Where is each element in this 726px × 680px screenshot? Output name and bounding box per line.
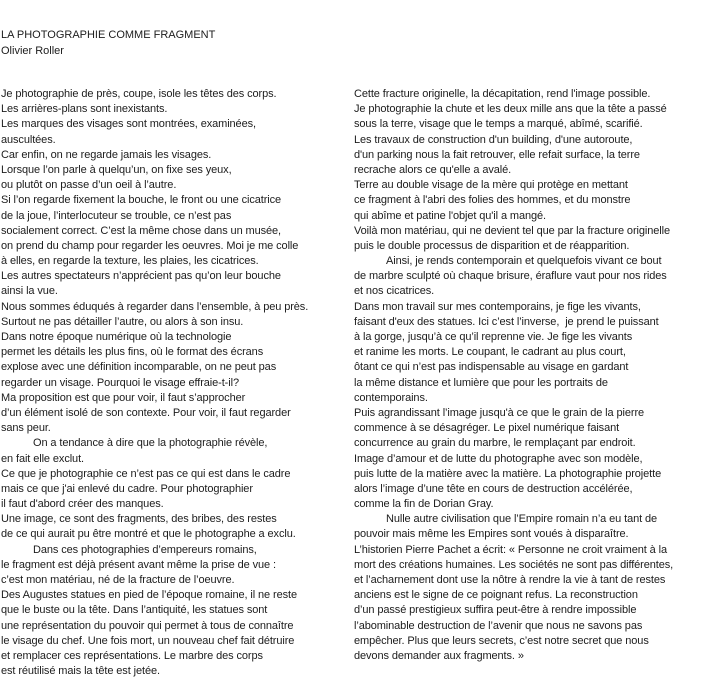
text-line: Dans ces photographies d’empereurs romains, [33, 543, 257, 556]
text-line: sans peur. [1, 422, 51, 435]
text-line: puis lutte de la matière avec la matière. La photographie projette [354, 467, 662, 480]
text-line: Image d’amour et de lutte du photographe avec son modèle, [354, 452, 643, 465]
text-line: Je photographie la chute et les deux mille ans que la tête a passé [354, 103, 667, 116]
text-line: Puis agrandissant l’image jusqu'à ce que le grain de la pierre [354, 406, 645, 419]
text-line: Terre au double visage de la mère qui protège en mettant [354, 179, 628, 192]
text-line: et ranime les morts. Le coupant, le cadrant au plus court, [354, 346, 626, 359]
text-line: de la joue, l’interlocuteur se trouble, ce n’est pas [1, 209, 232, 222]
text-line: de marbre sculpté où chaque brisure, éraflure vaut pour nos rides [354, 270, 667, 283]
text-line: on prend du champ pour regarder les oeuvres. Moi je me colle [1, 239, 299, 252]
text-line: auscultées. [1, 133, 56, 146]
text-line: Voilà mon matériau, qui ne devient tel que par la fracture originelle [354, 224, 670, 237]
text-line: l’abominable destruction de l’avenir que nous ne savons pas [354, 619, 643, 632]
document-author: Olivier Roller [1, 45, 64, 57]
text-line: Les travaux de construction d'un building, d'une autoroute, [354, 133, 633, 146]
text-line: Surtout ne pas détailler l’autre, ou alors à son insu. [1, 315, 244, 328]
text-line: On a tendance à dire que la photographie révèle, [33, 437, 268, 450]
text-line: d’un passé prestigieux suffira peut-être à rendre impossible [354, 604, 637, 617]
text-line: explose avec une définition incomparable, on ne peut pas [1, 361, 277, 374]
text-line: qui abîme et patine l'objet qu'il a mangé. [354, 209, 547, 222]
text-line: L’historien Pierre Pachet a écrit: « Personne ne croit vraiment à la [354, 543, 667, 556]
text-line: la même distance et lumière que pour les portraits de [354, 376, 608, 389]
text-line: il faut d'abord créer des manques. [1, 498, 164, 511]
text-line: et nos cicatrices. [354, 285, 435, 298]
text-line: Nulle autre civilisation que l’Empire romain n’a eu tant de [386, 513, 658, 526]
text-line: ce fragment à l'abri des folies des hommes, et du monstre [354, 194, 631, 207]
text-line: et remplacer ces représentations. Le marbre des corps [1, 649, 263, 662]
text-line: que le buste ou la tête. Dans l’antiquité, les statues sont [1, 604, 268, 617]
text-line: sous la terre, visage que le temps a marqué, abîmé, scarifié. [354, 118, 643, 131]
text-line: en fait elle exclut. [1, 452, 84, 465]
text-line: est réutilisé mais la tête est jetée. [1, 665, 160, 678]
text-line: mais ce que j'ai enlevé du cadre. Pour photographier [1, 482, 253, 495]
text-line: Ce que je photographie ce n’est pas ce qui est dans le cadre [1, 467, 291, 480]
text-line: mort des créations humaines. Les sociétés ne sont pas différentes, [354, 558, 674, 571]
text-line: d’un élément isolé de son contexte. Pour voir, il faut regarder [1, 406, 291, 419]
text-line: d'un parking nous la fait retrouver, elle refait surface, la terre [354, 148, 640, 161]
text-line: à la gorge, jusqu’à ce qu’il reprenne vie. Je fige les vivants [354, 331, 633, 343]
text-line: et l’acharnement dont use la nôtre à rendre la vie à tant de restes [354, 574, 666, 586]
text-line: ôtant ce qui n’est pas indispensable au visage en gardant [354, 361, 629, 374]
text-line: Nous sommes éduqués à regarder dans l’ensemble, à peu près. [1, 300, 309, 313]
text-line: ou plutôt on passe d’un oeil à l’autre. [1, 179, 177, 192]
text-line: ainsi la vue. [1, 285, 58, 298]
text-line: Les marques des visages sont montrées, examinées, [1, 118, 256, 131]
text-line: de ce qui aurait pu être montré et que le photographe a exclu. [1, 528, 296, 541]
text-line: faisant d'eux des statues. Ici c’est l’inverse, je prend le puissant [354, 315, 659, 328]
text-line: c’est mon matériau, né de la fracture de l’oeuvre. [1, 574, 235, 586]
text-line: à elles, en regarde la texture, les plaies, les cicatrices. [1, 255, 259, 268]
text-line: Une image, ce sont des fragments, des bribes, des restes [1, 513, 277, 526]
left-text-column [1, 87, 346, 679]
text-line: contemporains. [354, 391, 428, 404]
text-line: Dans notre époque numérique où la technologie [1, 331, 232, 343]
text-line: Ma proposition est que pour voir, il faut s’approcher [1, 391, 246, 404]
text-line: pouvoir mais même les Empires sont voués à disparaître. [354, 528, 629, 541]
text-line: le fragment est déjà présent avant même la prise de vue : [1, 558, 276, 571]
text-line: commence à se désagréger. Le pixel numérique faisant [354, 422, 620, 435]
text-line: le visage du chef. Une fois mort, un nouveau chef fait détruire [1, 634, 295, 647]
text-line: Les arrières-plans sont inexistants. [1, 103, 168, 116]
text-line: Lorsque l’on parle à quelqu’un, on fixe ses yeux, [1, 163, 232, 176]
document-title: LA PHOTOGRAPHIE COMME FRAGMENT [1, 29, 216, 41]
text-line: devons demander aux fragments. » [354, 649, 524, 662]
text-line: Car enfin, on ne regarde jamais les visages. [1, 148, 212, 161]
text-line: empêcher. Plus que leurs secrets, c’est notre secret que nous [354, 634, 649, 647]
text-line: puis le double processus de disparition et de réapparition. [354, 239, 630, 252]
text-line: Si l’on regarde fixement la bouche, le front ou une cicatrice [1, 194, 282, 207]
text-line: Les autres spectateurs n’apprécient pas qu’on leur bouche [1, 270, 281, 283]
text-line: alors l’image d’une tête en cours de destruction accélérée, [354, 482, 633, 495]
text-line: Ainsi, je rends contemporain et quelquefois vivant ce bout [386, 255, 662, 268]
text-line: socialement correct. C’est la même chose dans un musée, [1, 224, 282, 237]
text-line: comme la fin de Dorian Gray. [354, 498, 494, 511]
text-line: permet les détails les plus fins, où le format des écrans [1, 346, 264, 359]
text-line: Cette fracture originelle, la décapitation, rend l'image possible. [354, 88, 651, 100]
text-line: Dans mon travail sur mes contemporains, je fige les vivants, [354, 300, 641, 313]
text-line: regarder un visage. Pourquoi le visage effraie-t-il? [1, 376, 239, 389]
text-line: Je photographie de près, coupe, isole les têtes des corps. [1, 88, 277, 100]
text-line: une représentation du pouvoir qui permet à tous de connaître [1, 619, 294, 632]
text-line: concurrence au grain du marbre, le remplaçant par endroit. [354, 437, 636, 450]
text-line: anciens est le signe de ce poignant refus. La reconstruction [354, 589, 638, 602]
right-text-column [354, 87, 704, 664]
document-header [1, 27, 215, 59]
text-line: recrache alors ce qu'elle a avalé. [354, 163, 512, 176]
text-line: Des Augustes statues en pied de l’époque romaine, il ne reste [1, 589, 297, 602]
